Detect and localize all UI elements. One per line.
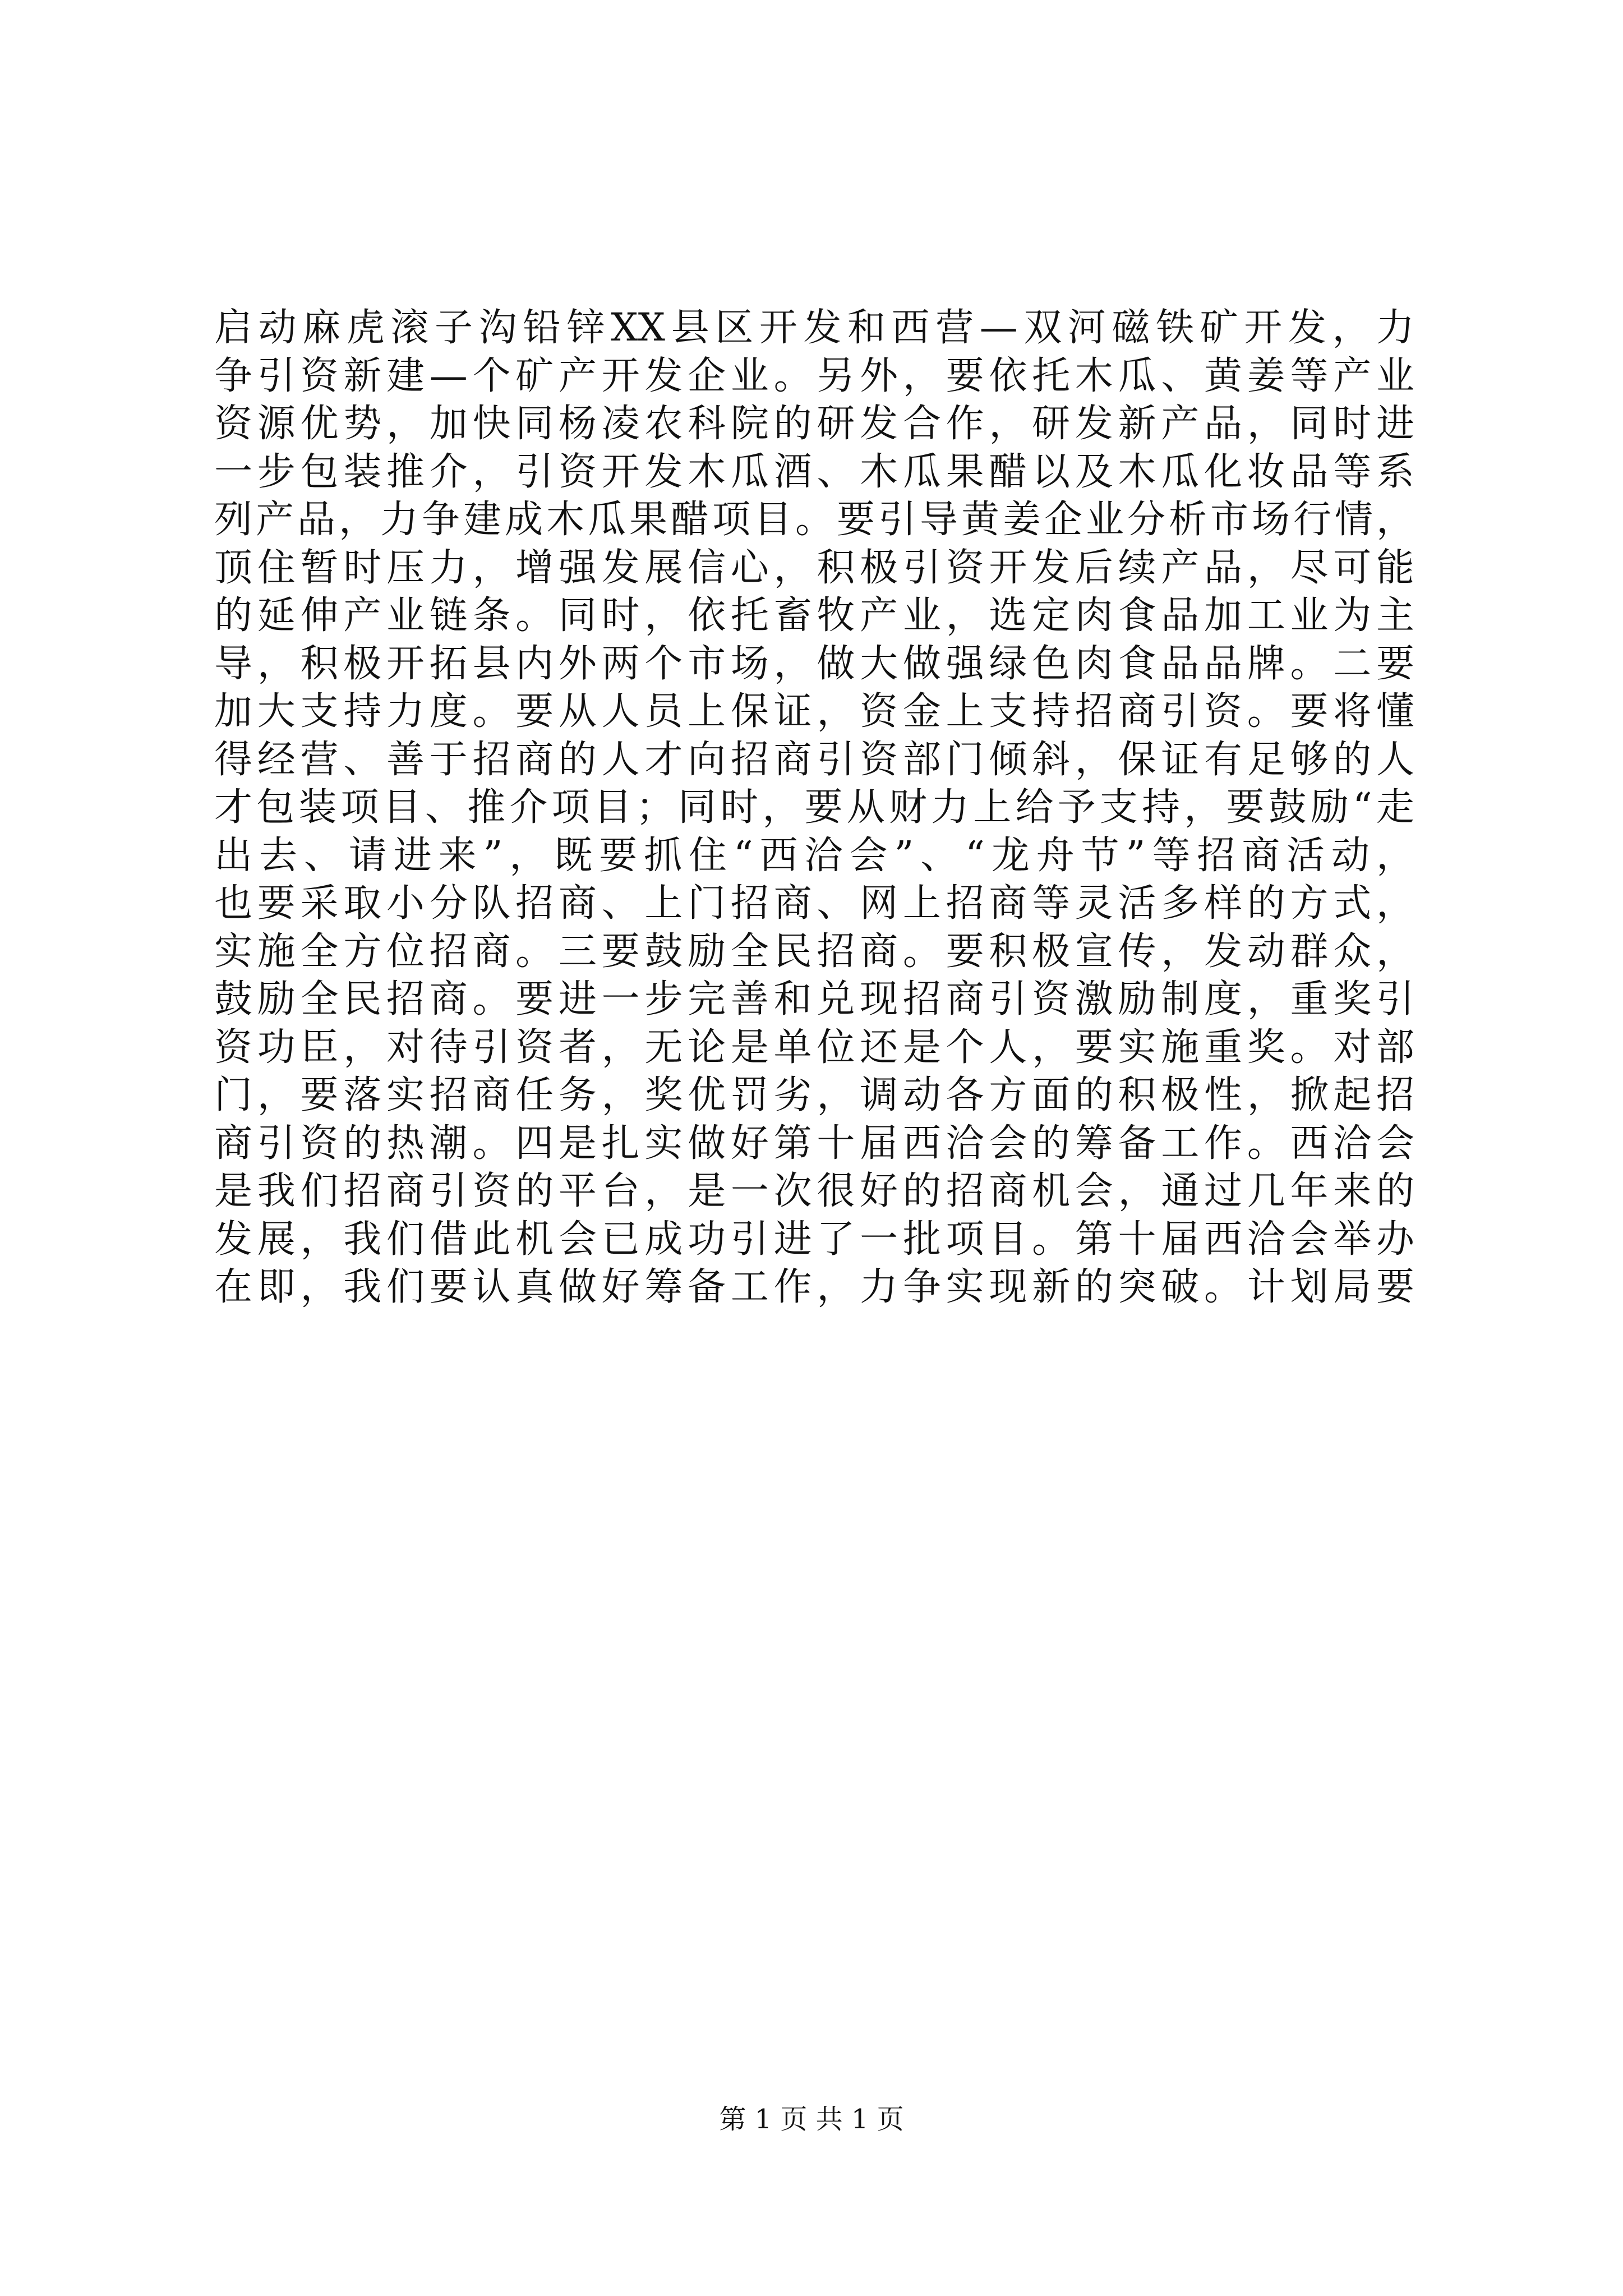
text-line: 门，要落实招商任务，奖优罚劣，调动各方面的积极性，掀起招 <box>214 1073 1414 1117</box>
text-line: 发展，我们借此机会已成功引进了一批项目。第十届西洽会举办 <box>214 1217 1414 1262</box>
text-line: 一步包装推介，引资开发木瓜酒、木瓜果醋以及木瓜化妆品等系 <box>214 449 1414 494</box>
text-line: 出去、请进来”，既要抓住“西洽会”、“龙舟节”等招商活动， <box>214 833 1414 878</box>
text-line: 列产品，力争建成木瓜果醋项目。要引导黄姜企业分析市场行情， <box>214 498 1414 542</box>
text-line: 导，积极开拓县内外两个市场，做大做强绿色肉食品品牌。二要 <box>214 641 1414 686</box>
text-line: 顶住暂时压力，增强发展信心，积极引资开发后续产品，尽可能 <box>214 545 1414 590</box>
text-line: 鼓励全民招商。要进一步完善和兑现招商引资激励制度，重奖引 <box>214 977 1414 1022</box>
text-line: 得经营、善于招商的人才向招商引资部门倾斜，保证有足够的人 <box>214 737 1414 782</box>
text-line: 也要采取小分队招商、上门招商、网上招商等灵活多样的方式， <box>214 881 1414 926</box>
text-line: 实施全方位招商。三要鼓励全民招商。要积极宣传，发动群众， <box>214 929 1414 974</box>
text-line: 商引资的热潮。四是扎实做好第十届西洽会的筹备工作。西洽会 <box>214 1121 1414 1166</box>
text-line: 资功臣，对待引资者，无论是单位还是个人，要实施重奖。对部 <box>214 1025 1414 1070</box>
text-line: 在即，我们要认真做好筹备工作，力争实现新的突破。计划局要 <box>214 1265 1414 1309</box>
text-line: 启动麻虎滚子沟铅锌XX县区开发和西营—双河磁铁矿开发，力 <box>214 306 1414 350</box>
text-line: 资源优势，加快同杨凌农科院的研发合作，研发新产品，同时进 <box>214 402 1414 446</box>
text-line: 是我们招商引资的平台，是一次很好的招商机会，通过几年来的 <box>214 1169 1414 1213</box>
text-line: 加大支持力度。要从人员上保证，资金上支持招商引资。要将懂 <box>214 689 1414 734</box>
text-line: 争引资新建—个矿产开发企业。另外，要依托木瓜、黄姜等产业 <box>214 353 1414 398</box>
text-line: 才包装项目、推介项目；同时，要从财力上给予支持，要鼓励“走 <box>214 785 1414 830</box>
body-paragraph <box>214 304 1414 1312</box>
page-footer: 第 1 页 共 1 页 <box>719 2104 904 2135</box>
text-line: 的延伸产业链条。同时，依托畜牧产业，选定肉食品加工业为主 <box>214 593 1414 638</box>
